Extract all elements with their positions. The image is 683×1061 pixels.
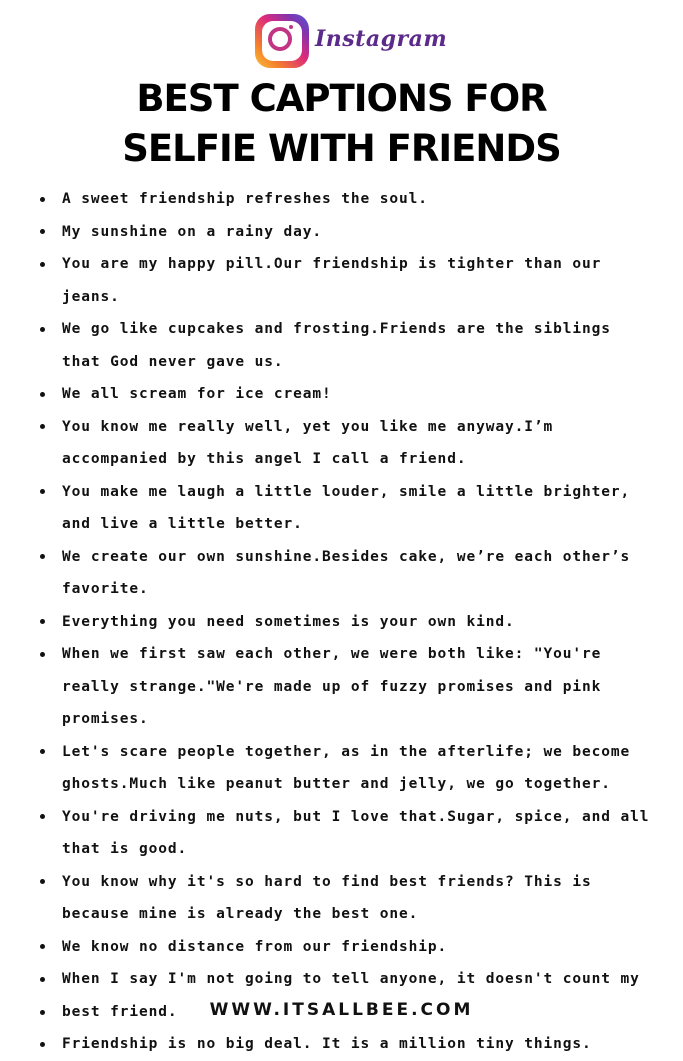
instagram-icon xyxy=(255,14,309,68)
page-title xyxy=(0,74,683,174)
list-item: We know no distance from our friendship. xyxy=(0,931,683,964)
page-title-line-2: SELFIE WITH FRIENDS xyxy=(122,127,561,170)
page-title-line-1: BEST CAPTIONS FOR xyxy=(136,77,547,120)
caption-list xyxy=(0,183,683,1061)
instagram-header xyxy=(0,12,683,70)
list-item: Let's scare people together, as in the afterlife; we become ghosts.Much like peanut butter and jelly, we go together. xyxy=(0,736,683,801)
list-item: When we first saw each other, we were both like: "You're really strange."We're made up of fuzzy promises and pink promises. xyxy=(0,638,683,736)
list-item: You're driving me nuts, but I love that.Sugar, spice, and all that is good. xyxy=(0,801,683,866)
list-item: A sweet friendship refreshes the soul. xyxy=(0,183,683,216)
footer xyxy=(0,1000,683,1030)
list-item: You know why it's so hard to find best friends? This is because mine is already the best one. xyxy=(0,866,683,931)
list-item: You know me really well, yet you like me anyway.I’m accompanied by this angel I call a friend. xyxy=(0,411,683,476)
instagram-icon-lens xyxy=(268,27,292,51)
list-item: We create our own sunshine.Besides cake, we’re each other’s favorite. xyxy=(0,541,683,606)
list-item: We go like cupcakes and frosting.Friends are the siblings that God never gave us. xyxy=(0,313,683,378)
list-item: We all scream for ice cream! xyxy=(0,378,683,411)
list-item: You are my happy pill.Our friendship is tighter than our jeans. xyxy=(0,248,683,313)
list-item: Everything you need sometimes is your own kind. xyxy=(0,606,683,639)
instagram-icon-flash xyxy=(289,25,293,29)
website-link[interactable]: WWW.ITSALLBEE.COM xyxy=(209,1000,474,1020)
list-item: When I say I'm not going to tell anyone, it doesn't count my best friend. xyxy=(0,963,683,1028)
list-item: My sunshine on a rainy day. xyxy=(0,216,683,249)
list-item: You make me laugh a little louder, smile a little brighter, and live a little better. xyxy=(0,476,683,541)
instagram-wordmark: Instagram xyxy=(315,26,448,52)
list-item: Friendship is no big deal. It is a million tiny things. xyxy=(0,1028,683,1061)
